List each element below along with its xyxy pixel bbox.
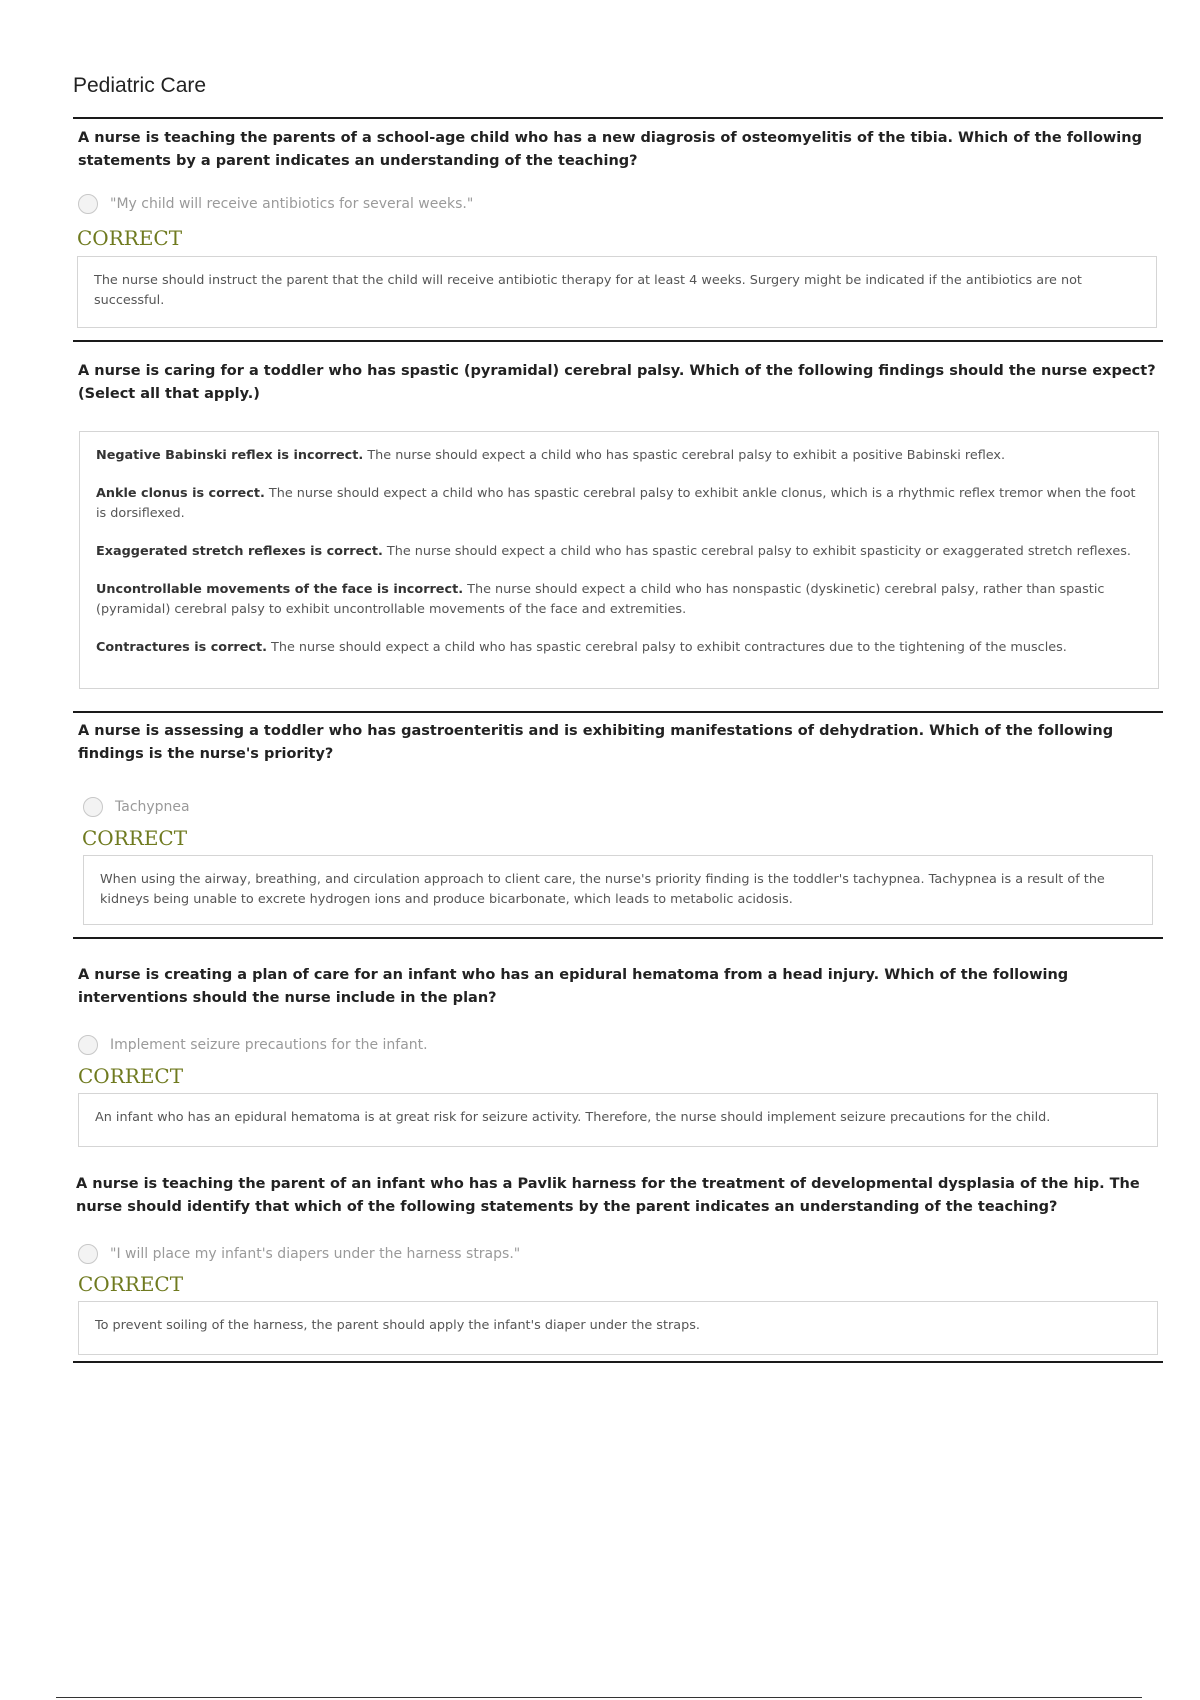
radio-button-icon[interactable]	[83, 797, 103, 817]
question-5-explanation	[78, 1301, 1158, 1355]
question-5-prompt: A nurse is teaching the parent of an infant who has a Pavlik harness for the treatment of developmental dysplasia of the hip. The nurse should identify that which of the following statements by the parent indicates an understanding of the teaching?	[76, 1176, 1140, 1215]
item-label: Negative Babinski reflex is incorrect.	[96, 448, 364, 463]
item-text: The nurse should expect a child who has spastic cerebral palsy to exhibit contractures due to the tightening of the muscles.	[271, 640, 1067, 655]
section-divider	[73, 1361, 1163, 1363]
explanation-item	[96, 446, 1142, 466]
answer-text: "I will place my infant's diapers under the harness straps."	[110, 1246, 521, 1262]
item-label: Contractures is correct.	[96, 640, 267, 655]
explanation-item	[96, 542, 1142, 562]
section-divider	[73, 937, 1163, 939]
question-3-answer[interactable]	[83, 795, 190, 819]
question-5-status: CORRECT	[78, 1272, 184, 1296]
question-4-explanation	[78, 1093, 1158, 1147]
item-text: The nurse should expect a child who has spastic cerebral palsy to exhibit a positive Babinski reflex.	[367, 448, 1006, 463]
question-5-answer[interactable]	[78, 1242, 520, 1266]
section-divider	[73, 711, 1163, 713]
answer-text: Tachypnea	[115, 799, 190, 815]
explanation-item	[96, 638, 1142, 658]
item-text: The nurse should expect a child who has spastic cerebral palsy to exhibit ankle clonus, which is a rhythmic reflex tremor when the foot is dorsiflexed.	[96, 486, 1136, 521]
question-1-status: CORRECT	[77, 226, 183, 250]
answer-text: "My child will receive antibiotics for several weeks."	[110, 196, 474, 212]
explanation-item	[96, 484, 1142, 524]
question-1-prompt: A nurse is teaching the parents of a school-age child who has a new diagrosis of osteomyelitis of the tibia. Which of the following statements by a parent indicates an understanding of the teaching?	[78, 130, 1142, 169]
explanation-text: The nurse should instruct the parent that the child will receive antibiotic therapy for at least 4 weeks. Surgery might be indicated if the antibiotics are not successful.	[94, 273, 1082, 308]
radio-button-icon[interactable]	[78, 1035, 98, 1055]
question-3-explanation	[83, 855, 1153, 925]
item-label: Exaggerated stretch reflexes is correct.	[96, 544, 383, 559]
question-2-explanation	[79, 431, 1159, 689]
explanation-text: When using the airway, breathing, and circulation approach to client care, the nurse's priority finding is the toddler's tachypnea. Tachypnea is a result of the kidneys being unable to excrete hydrogen ions and produce bicarbonate, which leads to metabolic acidosis.	[100, 872, 1105, 907]
item-label: Ankle clonus is correct.	[96, 486, 265, 501]
question-3-prompt: A nurse is assessing a toddler who has gastroenteritis and is exhibiting manifestations of dehydration. Which of the following findings is the nurse's priority?	[78, 723, 1114, 762]
question-1-explanation	[77, 256, 1157, 328]
page-footer-rule	[56, 1697, 1142, 1698]
answer-text: Implement seizure precautions for the infant.	[110, 1037, 428, 1053]
question-3-status: CORRECT	[82, 826, 188, 850]
explanation-item	[96, 580, 1142, 620]
item-label: Uncontrollable movements of the face is incorrect.	[96, 582, 464, 597]
section-divider	[73, 117, 1163, 119]
radio-button-icon[interactable]	[78, 1244, 98, 1264]
section-divider	[73, 340, 1163, 342]
question-4-answer[interactable]	[78, 1033, 428, 1057]
item-text: The nurse should expect a child who has spastic cerebral palsy to exhibit spasticity or exaggerated stretch reflexes.	[386, 544, 1131, 559]
page-title: Pediatric Care	[73, 74, 207, 97]
radio-button-icon[interactable]	[78, 194, 98, 214]
question-4-status: CORRECT	[78, 1064, 184, 1088]
question-4-prompt: A nurse is creating a plan of care for an infant who has an epidural hematoma from a head injury. Which of the following interventions should the nurse include in the plan?	[78, 967, 1069, 1006]
question-2-prompt: A nurse is caring for a toddler who has spastic (pyramidal) cerebral palsy. Which of the following findings should the nurse expect? (Select all that apply.)	[78, 363, 1156, 402]
explanation-text: An infant who has an epidural hematoma is at great risk for seizure activity. Therefore, the nurse should implement seizure precautions for the child.	[95, 1110, 1051, 1125]
item-text: The nurse should expect a child who has nonspastic (dyskinetic) cerebral palsy, rather than spastic (pyramidal) cerebral palsy to exhibit uncontrollable movements of the face and extremities.	[96, 582, 1105, 617]
explanation-text: To prevent soiling of the harness, the parent should apply the infant's diaper under the straps.	[95, 1318, 700, 1333]
question-1-answer[interactable]	[78, 192, 473, 216]
